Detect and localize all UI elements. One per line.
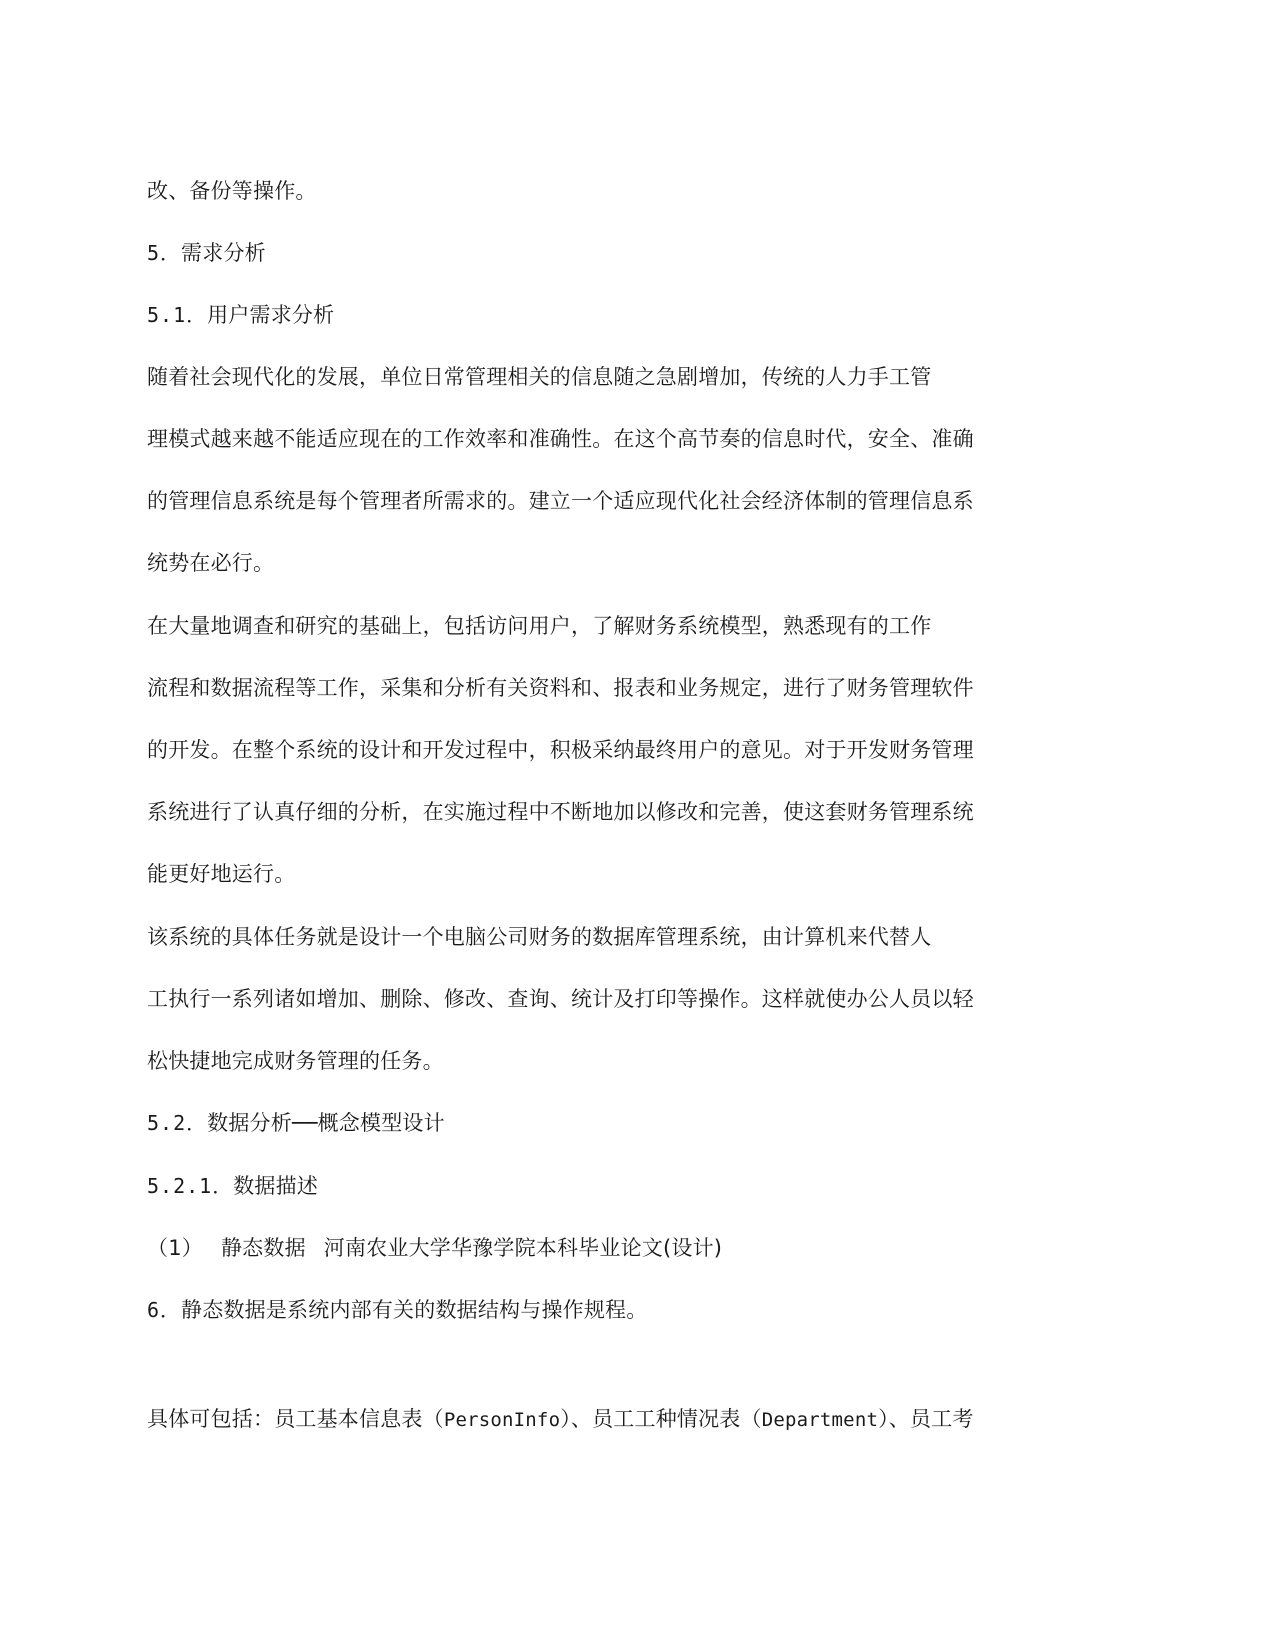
line-text: 随着社会现代化的发展，单位日常管理相关的信息随之急剧增加，传统的人力手工管 xyxy=(147,365,932,389)
line-text: 的开发。在整个系统的设计和开发过程中，积极采纳最终用户的意见。对于开发财务管理 xyxy=(147,738,974,762)
paragraph-line xyxy=(147,425,974,453)
paragraph-line xyxy=(147,177,317,205)
line-text: 能更好地运行。 xyxy=(147,862,296,886)
section-number: 5.1． xyxy=(147,303,208,327)
paragraph-line xyxy=(147,549,274,577)
section-heading-5-2-1 xyxy=(147,1172,318,1200)
section-number: 5． xyxy=(147,241,182,265)
paragraph-line xyxy=(147,487,974,515)
line-text: 具体可包括：员工基本信息表（ xyxy=(147,1407,444,1431)
paragraph-line xyxy=(147,860,295,888)
line-text: 统势在必行。 xyxy=(147,551,275,575)
section-title: 数据描述 xyxy=(233,1174,319,1198)
paragraph-line xyxy=(147,363,931,391)
line-text: 在大量地调查和研究的基础上，包括访问用户，了解财务系统模型，熟悉现有的工作 xyxy=(147,614,932,638)
section-heading-5 xyxy=(147,239,266,267)
line-text: 理模式越来越不能适应现在的工作效率和准确性。在这个高节奏的信息时代，安全、准确 xyxy=(147,427,974,451)
table-name: Department xyxy=(761,1409,879,1431)
table-name: PersonInfo xyxy=(443,1409,561,1431)
paragraph-line xyxy=(147,923,931,951)
paragraph-line xyxy=(147,674,974,702)
section-heading-5-1 xyxy=(147,301,334,329)
line-text: 系统进行了认真仔细的分析，在实施过程中不断地加以修改和完善，使这套财务管理系统 xyxy=(147,800,974,824)
section-title: 用户需求分析 xyxy=(207,303,335,327)
paragraph-line xyxy=(147,1405,974,1434)
section-title: 静态数据是系统内部有关的数据结构与操作规程。 xyxy=(181,1298,648,1322)
section-heading-5-2 xyxy=(147,1109,445,1137)
list-item-static-data xyxy=(147,1234,722,1262)
paragraph-line xyxy=(147,736,974,764)
section-title: 需求分析 xyxy=(181,241,266,265)
list-marker: （1） xyxy=(147,1236,203,1260)
line-text: 的管理信息系统是每个管理者所需求的。建立一个适应现代化社会经济体制的管理信息系 xyxy=(147,489,974,513)
paragraph-line xyxy=(147,1047,444,1075)
running-header: 河南农业大学华豫学院本科毕业论文(设计) xyxy=(323,1236,723,1260)
section-heading-6 xyxy=(147,1296,647,1324)
line-text: ）、员工考 xyxy=(878,1407,974,1431)
line-text: 该系统的具体任务就是设计一个电脑公司财务的数据库管理系统，由计算机来代替人 xyxy=(147,925,932,949)
line-text: ）、员工工种情况表（ xyxy=(560,1407,762,1431)
section-number: 5.2.1． xyxy=(147,1174,234,1198)
line-text: 工执行一系列诸如增加、删除、修改、查询、统计及打印等操作。这样就使办公人员以轻 xyxy=(147,987,974,1011)
section-title: 数据分析──概念模型设计 xyxy=(207,1111,445,1135)
list-item-title: 静态数据 xyxy=(220,1236,306,1260)
line-text: 改、备份等操作。 xyxy=(147,179,317,203)
line-text: 流程和数据流程等工作，采集和分析有关资料和、报表和业务规定，进行了财务管理软件 xyxy=(147,676,974,700)
paragraph-line xyxy=(147,612,931,640)
section-number: 6． xyxy=(147,1298,182,1322)
paragraph-line xyxy=(147,798,974,826)
line-text: 松快捷地完成财务管理的任务。 xyxy=(147,1049,444,1073)
section-number: 5.2． xyxy=(147,1111,208,1135)
paragraph-line xyxy=(147,985,974,1013)
